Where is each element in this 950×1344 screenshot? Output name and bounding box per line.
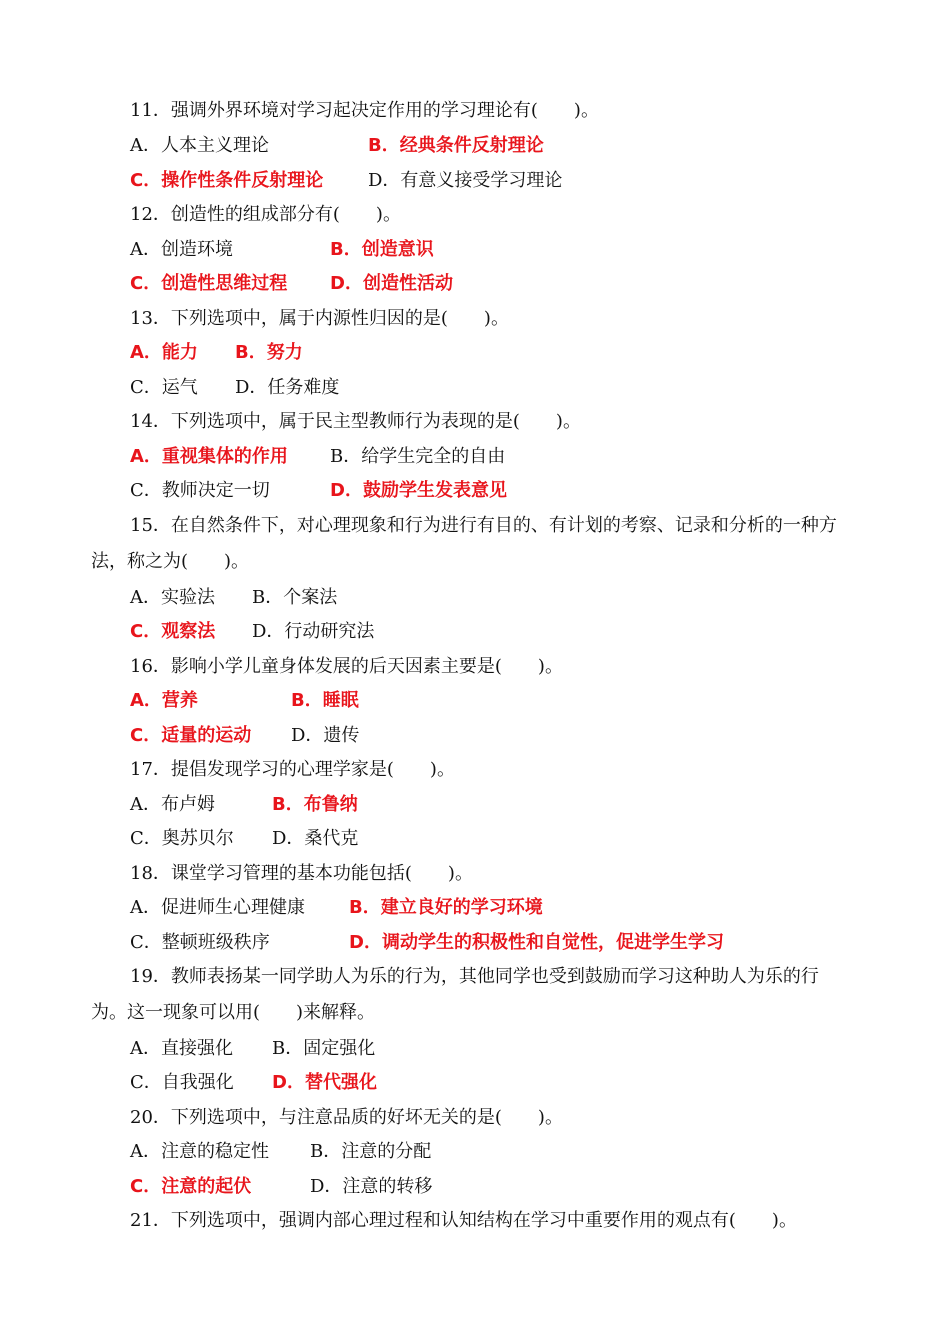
question-stem-line1: 15．在自然条件下，对心理现象和行为进行有目的、有计划的考察、记录和分析的一种方 <box>130 515 837 536</box>
option-d-answer: D．替代强化 <box>272 1072 377 1093</box>
option-c: C．整顿班级秩序 <box>130 932 270 953</box>
option-d: D．遗传 <box>291 725 360 746</box>
option-c: C．自我强化 <box>130 1072 234 1093</box>
option-a-answer: A．重视集体的作用 <box>130 446 288 467</box>
option-b-answer: B．建立良好的学习环境 <box>349 897 543 918</box>
option-b: B．固定强化 <box>272 1038 376 1059</box>
option-b: B．个案法 <box>252 587 338 608</box>
option-a: A．创造环境 <box>130 239 233 260</box>
option-b-answer: B．布鲁纳 <box>272 794 358 815</box>
option-b-answer: B．经典条件反射理论 <box>368 135 544 156</box>
option-b: B．注意的分配 <box>310 1141 432 1162</box>
question-stem: 20．下列选项中，与注意品质的好坏无关的是( )。 <box>130 1107 563 1128</box>
option-d-answer: D．创造性活动 <box>330 273 453 294</box>
option-b-answer: B．睡眠 <box>291 690 359 711</box>
option-d-answer: D．鼓励学生发表意见 <box>330 480 507 501</box>
option-c-answer: C．注意的起伏 <box>130 1176 252 1197</box>
option-a: A．促进师生心理健康 <box>130 897 305 918</box>
question-stem: 14．下列选项中，属于民主型教师行为表现的是( )。 <box>130 411 581 432</box>
question-stem: 13．下列选项中，属于内源性归因的是( )。 <box>130 308 509 329</box>
question-stem: 12．创造性的组成部分有( )。 <box>130 204 401 225</box>
option-c-answer: C．适量的运动 <box>130 725 252 746</box>
option-a-answer: A．营养 <box>130 690 198 711</box>
option-a-answer: A．能力 <box>130 342 198 363</box>
option-d-answer: D．调动学生的积极性和自觉性，促进学生学习 <box>349 932 724 953</box>
option-b-answer: B．创造意识 <box>330 239 434 260</box>
option-c-answer: C．创造性思维过程 <box>130 273 288 294</box>
option-d: D．桑代克 <box>272 828 359 849</box>
question-stem: 18．课堂学习管理的基本功能包括( )。 <box>130 863 473 884</box>
option-d: D．注意的转移 <box>310 1176 433 1197</box>
question-stem: 16．影响小学儿童身体发展的后天因素主要是( )。 <box>130 656 563 677</box>
question-stem-line2: 法，称之为( )。 <box>91 551 250 572</box>
option-d: D．行动研究法 <box>252 621 375 642</box>
option-b-answer: B．努力 <box>235 342 303 363</box>
option-c-answer: C．观察法 <box>130 621 216 642</box>
option-a: A．人本主义理论 <box>130 135 269 156</box>
question-stem: 11．强调外界环境对学习起决定作用的学习理论有( )。 <box>130 100 599 121</box>
question-stem-line2: 为。这一现象可以用( )来解释。 <box>91 1002 376 1023</box>
question-stem-line1: 19．教师表扬某一同学助人为乐的行为，其他同学也受到鼓励而学习这种助人为乐的行 <box>130 966 819 987</box>
option-d: D．任务难度 <box>235 377 340 398</box>
option-c: C．运气 <box>130 377 198 398</box>
question-stem: 21．下列选项中，强调内部心理过程和认知结构在学习中重要作用的观点有( )。 <box>130 1210 797 1231</box>
option-a: A．布卢姆 <box>130 794 215 815</box>
option-d: D．有意义接受学习理论 <box>368 170 563 191</box>
question-stem: 17．提倡发现学习的心理学家是( )。 <box>130 759 455 780</box>
option-a: A．注意的稳定性 <box>130 1141 269 1162</box>
option-a: A．直接强化 <box>130 1038 233 1059</box>
option-c: C．奥苏贝尔 <box>130 828 234 849</box>
option-c-answer: C．操作性条件反射理论 <box>130 170 324 191</box>
option-a: A．实验法 <box>130 587 215 608</box>
option-c: C．教师决定一切 <box>130 480 270 501</box>
option-b: B．给学生完全的自由 <box>330 446 506 467</box>
